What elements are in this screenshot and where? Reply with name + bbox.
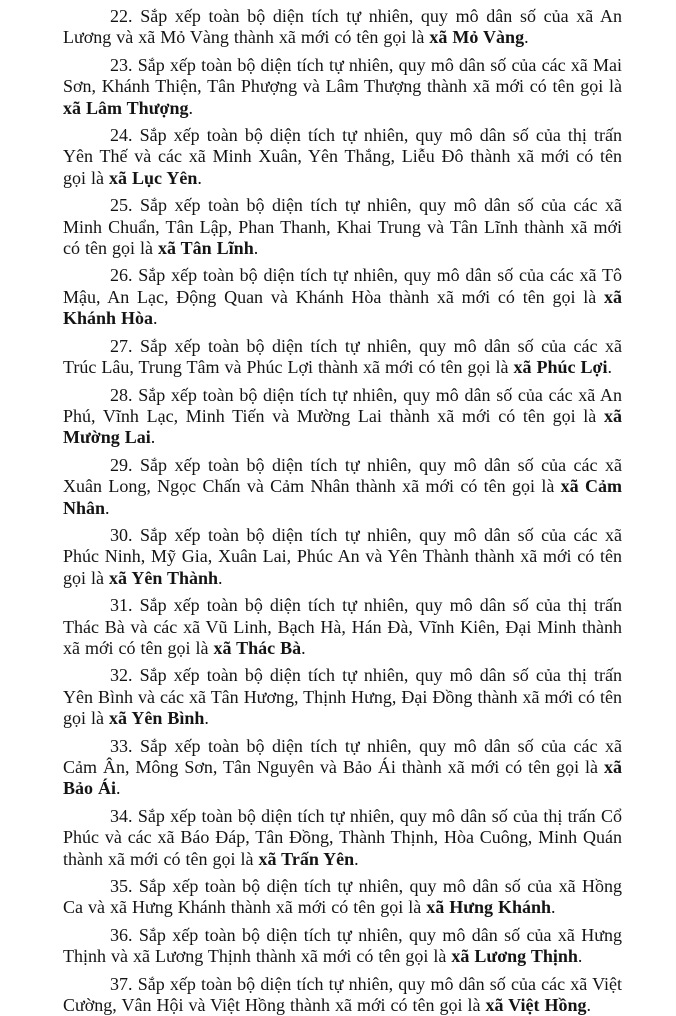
item-body-text: Sắp xếp toàn bộ diện tích tự nhiên, quy mô dân số của các xã Cảm Ân, Mông Sơn, Tân Nguyên và Bảo Ái thành xã mới có tên gọi là — [63, 735, 623, 777]
item-period: . — [105, 497, 110, 518]
new-commune-name: xã Khánh Hòa — [63, 286, 622, 329]
new-commune-name: xã Yên Bình — [109, 708, 205, 729]
item-period: . — [116, 778, 121, 799]
item-period: . — [586, 995, 592, 1016]
item-body-text: Sắp xếp toàn bộ diện tích tự nhiên, quy mô dân số của các xã An Phú, Vĩnh Lạc, Minh Tiến và Mường Lai thành xã mới có tên gọi là — [63, 384, 622, 426]
decree-item — [63, 195, 622, 259]
item-number: 23. — [110, 54, 133, 75]
item-period: . — [253, 238, 259, 259]
new-commune-name: xã Yên Thành — [109, 567, 219, 588]
item-period: . — [607, 357, 612, 378]
item-number: 37. — [110, 973, 133, 994]
item-period: . — [524, 27, 529, 48]
item-body-text: Sắp xếp toàn bộ diện tích tự nhiên, quy mô dân số của thị trấn Yên Bình và các xã Tân Hương, Thịnh Hưng, Đại Đồng thành xã mới có tên gọi là — [63, 665, 623, 729]
item-period: . — [354, 848, 359, 869]
decree-item — [63, 6, 622, 49]
new-commune-name: xã Hưng Khánh — [426, 897, 552, 918]
new-commune-name: xã Việt Hồng — [485, 995, 587, 1016]
item-number: 27. — [110, 335, 133, 356]
item-body-text: Sắp xếp toàn bộ diện tích tự nhiên, quy mô dân số của thị trấn Thác Bà và các xã Vũ Linh, Bạch Hà, Hán Đà, Vĩnh Kiên, Đại Minh thành xã mới có tên gọi là — [63, 595, 623, 658]
item-number: 36. — [110, 924, 133, 945]
new-commune-name: xã Thác Bà — [213, 637, 302, 658]
item-number: 34. — [110, 805, 133, 826]
item-period: . — [301, 637, 306, 658]
item-body-text: Sắp xếp toàn bộ diện tích tự nhiên, quy mô dân số của thị trấn Cổ Phúc và các xã Báo Đáp, Tân Đồng, Thành Thịnh, Hòa Cuông, Minh Quán thành xã mới có tên gọi là — [63, 805, 622, 869]
decree-item-list — [63, 6, 622, 1016]
decree-item — [63, 925, 622, 968]
item-body-text: Sắp xếp toàn bộ diện tích tự nhiên, quy mô dân số của xã Hồng Ca và xã Hưng Khánh thành xã mới có tên gọi là — [63, 876, 622, 918]
item-number: 32. — [110, 665, 133, 686]
item-number: 31. — [110, 595, 133, 616]
decree-item — [63, 806, 622, 870]
decree-item — [63, 595, 622, 659]
decree-item — [63, 336, 622, 379]
item-number: 35. — [110, 876, 133, 897]
item-body-text: Sắp xếp toàn bộ diện tích tự nhiên, quy mô dân số của các xã Minh Chuẩn, Tân Lập, Phan Thanh, Khai Trung và Tân Lĩnh thành xã mới có tên gọi là — [63, 195, 623, 259]
item-body-text: Sắp xếp toàn bộ diện tích tự nhiên, quy mô dân số của các xã Mai Sơn, Khánh Thiện, Tân Phượng và Lâm Thượng thành xã mới có tên gọi là — [63, 54, 623, 97]
new-commune-name: xã Phúc Lợi — [513, 357, 608, 378]
item-period: . — [218, 567, 223, 588]
decree-item — [63, 665, 622, 729]
item-number: 29. — [110, 454, 133, 475]
new-commune-name: xã Mường Lai — [63, 405, 623, 448]
item-period: . — [150, 427, 156, 448]
new-commune-name: xã Bảo Ái — [63, 757, 622, 799]
item-body-text: Sắp xếp toàn bộ diện tích tự nhiên, quy mô dân số của các xã Việt Cường, Vân Hội và Việt Hồng thành xã mới có tên gọi là — [63, 973, 623, 1016]
item-number: 28. — [110, 384, 133, 405]
decree-item — [63, 385, 622, 449]
item-period: . — [577, 946, 583, 967]
item-period: . — [188, 97, 193, 118]
decree-item — [63, 125, 622, 189]
item-body-text: Sắp xếp toàn bộ diện tích tự nhiên, quy mô dân số của các xã Phúc Ninh, Mỹ Gia, Xuân Lai, Phúc An và Yên Thành thành xã mới có tên gọi là — [63, 524, 623, 588]
item-body-text: Sắp xếp toàn bộ diện tích tự nhiên, quy mô dân số của các xã Trúc Lâu, Trung Tâm và Phúc Lợi thành xã mới có tên gọi là — [63, 335, 623, 378]
item-number: 25. — [110, 195, 133, 216]
item-number: 22. — [110, 6, 133, 26]
decree-item — [63, 455, 622, 519]
decree-item — [63, 974, 622, 1016]
decree-item — [63, 265, 622, 329]
decree-item — [63, 55, 622, 119]
new-commune-name: xã Lương Thịnh — [451, 946, 578, 967]
item-period: . — [197, 167, 202, 188]
item-body-text: Sắp xếp toàn bộ diện tích tự nhiên, quy mô dân số của các xã Xuân Long, Ngọc Chấn và Cảm Nhân thành xã mới có tên gọi là — [63, 454, 623, 497]
item-number: 26. — [110, 265, 133, 286]
new-commune-name: xã Tân Lĩnh — [157, 238, 254, 259]
new-commune-name: xã Lục Yên — [109, 167, 198, 188]
item-body-text: Sắp xếp toàn bộ diện tích tự nhiên, quy mô dân số của xã Hưng Thịnh và xã Lương Thịnh thành xã mới có tên gọi là — [63, 924, 622, 967]
item-number: 30. — [110, 524, 133, 545]
item-body-text: Sắp xếp toàn bộ diện tích tự nhiên, quy mô dân số của các xã Tô Mậu, An Lạc, Động Quan và Khánh Hòa thành xã mới có tên gọi là — [63, 265, 622, 307]
item-number: 33. — [110, 735, 133, 756]
new-commune-name: xã Trấn Yên — [258, 848, 355, 869]
decree-item — [63, 876, 622, 919]
item-period: . — [153, 308, 158, 329]
item-period: . — [551, 897, 556, 918]
item-body-text: Sắp xếp toàn bộ diện tích tự nhiên, quy mô dân số của thị trấn Yên Thế và các xã Minh Xuân, Yên Thắng, Liễu Đô thành xã mới có tên gọi là — [63, 125, 623, 188]
decree-item — [63, 736, 622, 800]
item-number: 24. — [110, 125, 133, 146]
item-body-text: Sắp xếp toàn bộ diện tích tự nhiên, quy mô dân số của xã An Lương và xã Mỏ Vàng thành xã mới có tên gọi là — [63, 6, 622, 48]
new-commune-name: xã Lâm Thượng — [63, 97, 189, 118]
new-commune-name: xã Cảm Nhân — [63, 476, 622, 518]
new-commune-name: xã Mỏ Vàng — [429, 27, 525, 48]
decree-item — [63, 525, 622, 589]
item-period: . — [204, 708, 209, 729]
